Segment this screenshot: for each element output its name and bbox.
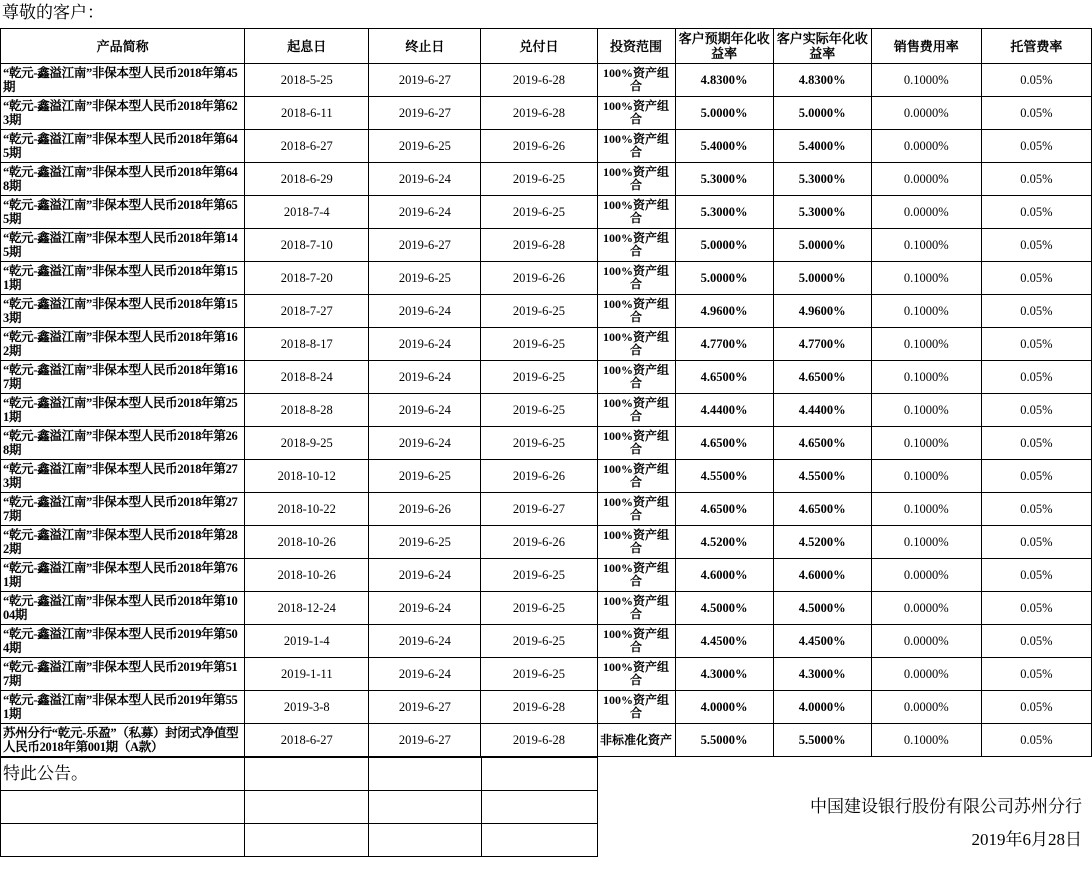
table-row (1, 97, 1092, 130)
cell-start-date: 2019-1-11 (245, 658, 369, 691)
cell-actual-yield: 4.6000% (773, 559, 871, 592)
column-header-sales-fee: 销售费用率 (871, 29, 981, 64)
cell-payment-date: 2019-6-28 (481, 691, 597, 724)
column-header-start-date: 起息日 (245, 29, 369, 64)
cell-payment-date: 2019-6-25 (481, 625, 597, 658)
cell-investment-scope: 100%资产组合 (597, 526, 675, 559)
footer-cell-empty (872, 758, 982, 791)
cell-product-name: “乾元-鑫溢江南”非保本型人民币2018年第45期 (1, 64, 245, 97)
cell-trustee-fee: 0.05% (981, 658, 1091, 691)
cell-sales-fee: 0.0000% (871, 625, 981, 658)
footer-cell (481, 791, 597, 824)
cell-investment-scope: 非标准化资产 (597, 724, 675, 757)
cell-trustee-fee: 0.05% (981, 526, 1091, 559)
footer-cell (245, 824, 369, 857)
cell-expected-yield: 4.8300% (675, 64, 773, 97)
cell-investment-scope: 100%资产组合 (597, 460, 675, 493)
cell-end-date: 2019-6-27 (369, 64, 481, 97)
cell-start-date: 2018-6-27 (245, 724, 369, 757)
cell-sales-fee: 0.1000% (871, 724, 981, 757)
cell-investment-scope: 100%资产组合 (597, 97, 675, 130)
cell-actual-yield: 4.9600% (773, 295, 871, 328)
cell-end-date: 2019-6-27 (369, 724, 481, 757)
cell-expected-yield: 5.0000% (675, 262, 773, 295)
cell-actual-yield: 5.4000% (773, 130, 871, 163)
cell-trustee-fee: 0.05% (981, 460, 1091, 493)
table-row (1, 724, 1092, 757)
cell-investment-scope: 100%资产组合 (597, 130, 675, 163)
footer-cell (369, 791, 481, 824)
cell-product-name: “乾元-鑫溢江南”非保本型人民币2018年第277期 (1, 493, 245, 526)
footer-cell (369, 758, 481, 791)
table-row (1, 691, 1092, 724)
cell-start-date: 2018-7-20 (245, 262, 369, 295)
cell-end-date: 2019-6-27 (369, 229, 481, 262)
salutation-text: 尊敬的客户： (2, 3, 104, 22)
cell-product-name: “乾元-鑫溢江南”非保本型人民币2018年第761期 (1, 559, 245, 592)
cell-expected-yield: 5.3000% (675, 196, 773, 229)
cell-expected-yield: 5.0000% (675, 97, 773, 130)
cell-product-name: “乾元-鑫溢江南”非保本型人民币2018年第282期 (1, 526, 245, 559)
column-header-product-name: 产品简称 (1, 29, 245, 64)
table-row (1, 625, 1092, 658)
cell-sales-fee: 0.1000% (871, 427, 981, 460)
cell-payment-date: 2019-6-25 (481, 394, 597, 427)
cell-expected-yield: 4.6500% (675, 493, 773, 526)
cell-product-name: “乾元-鑫溢江南”非保本型人民币2018年第1004期 (1, 592, 245, 625)
column-header-actual-yield: 客户实际年化收益率 (773, 29, 871, 64)
column-header-investment-scope: 投资范围 (597, 29, 675, 64)
table-row (1, 295, 1092, 328)
cell-start-date: 2019-1-4 (245, 625, 369, 658)
table-header-row (1, 29, 1092, 64)
cell-actual-yield: 5.0000% (773, 262, 871, 295)
cell-start-date: 2018-7-10 (245, 229, 369, 262)
cell-end-date: 2019-6-25 (369, 526, 481, 559)
cell-payment-date: 2019-6-27 (481, 493, 597, 526)
cell-actual-yield: 4.3000% (773, 658, 871, 691)
cell-payment-date: 2019-6-26 (481, 460, 597, 493)
cell-sales-fee: 0.1000% (871, 229, 981, 262)
cell-payment-date: 2019-6-25 (481, 592, 597, 625)
cell-trustee-fee: 0.05% (981, 262, 1091, 295)
footer-cell (1, 824, 245, 857)
cell-trustee-fee: 0.05% (981, 328, 1091, 361)
cell-end-date: 2019-6-27 (369, 691, 481, 724)
cell-trustee-fee: 0.05% (981, 691, 1091, 724)
table-row (1, 493, 1092, 526)
cell-actual-yield: 4.6500% (773, 493, 871, 526)
table-row (1, 130, 1092, 163)
cell-product-name: “乾元-鑫溢江南”非保本型人民币2018年第145期 (1, 229, 245, 262)
cell-actual-yield: 4.0000% (773, 691, 871, 724)
footer-cell-empty (675, 758, 773, 791)
cell-payment-date: 2019-6-25 (481, 658, 597, 691)
cell-trustee-fee: 0.05% (981, 97, 1091, 130)
table-header (1, 29, 1092, 64)
cell-end-date: 2019-6-24 (369, 427, 481, 460)
cell-start-date: 2018-8-24 (245, 361, 369, 394)
footer-cell (245, 791, 369, 824)
cell-investment-scope: 100%资产组合 (597, 262, 675, 295)
cell-start-date: 2018-10-12 (245, 460, 369, 493)
cell-actual-yield: 5.5000% (773, 724, 871, 757)
cell-investment-scope: 100%资产组合 (597, 196, 675, 229)
cell-product-name: “乾元-鑫溢江南”非保本型人民币2018年第645期 (1, 130, 245, 163)
cell-actual-yield: 4.4500% (773, 625, 871, 658)
cell-start-date: 2018-8-17 (245, 328, 369, 361)
cell-end-date: 2019-6-24 (369, 592, 481, 625)
cell-product-name: “乾元-鑫溢江南”非保本型人民币2018年第648期 (1, 163, 245, 196)
cell-investment-scope: 100%资产组合 (597, 625, 675, 658)
cell-product-name: “乾元-鑫溢江南”非保本型人民币2018年第162期 (1, 328, 245, 361)
cell-product-name: “乾元-鑫溢江南”非保本型人民币2019年第551期 (1, 691, 245, 724)
footer-cell-empty (982, 758, 1092, 791)
cell-expected-yield: 4.5200% (675, 526, 773, 559)
cell-investment-scope: 100%资产组合 (597, 328, 675, 361)
cell-start-date: 2018-10-26 (245, 526, 369, 559)
cell-end-date: 2019-6-25 (369, 460, 481, 493)
cell-sales-fee: 0.0000% (871, 691, 981, 724)
footer-row-signature (1, 791, 1092, 824)
cell-sales-fee: 0.0000% (871, 658, 981, 691)
cell-product-name: 苏州分行“乾元-乐盈”（私募）封闭式净值型人民币2018年第001期（A款） (1, 724, 245, 757)
cell-product-name: “乾元-鑫溢江南”非保本型人民币2019年第517期 (1, 658, 245, 691)
cell-trustee-fee: 0.05% (981, 64, 1091, 97)
cell-product-name: “乾元-鑫溢江南”非保本型人民币2018年第273期 (1, 460, 245, 493)
cell-sales-fee: 0.1000% (871, 460, 981, 493)
cell-product-name: “乾元-鑫溢江南”非保本型人民币2018年第153期 (1, 295, 245, 328)
cell-payment-date: 2019-6-28 (481, 229, 597, 262)
cell-end-date: 2019-6-27 (369, 97, 481, 130)
cell-actual-yield: 5.3000% (773, 163, 871, 196)
cell-sales-fee: 0.1000% (871, 64, 981, 97)
date-cell (597, 824, 1092, 857)
column-header-expected-yield: 客户预期年化收益率 (675, 29, 773, 64)
cell-expected-yield: 5.5000% (675, 724, 773, 757)
cell-end-date: 2019-6-24 (369, 163, 481, 196)
cell-end-date: 2019-6-26 (369, 493, 481, 526)
cell-payment-date: 2019-6-25 (481, 196, 597, 229)
cell-payment-date: 2019-6-28 (481, 97, 597, 130)
cell-expected-yield: 4.3000% (675, 658, 773, 691)
cell-sales-fee: 0.0000% (871, 97, 981, 130)
cell-expected-yield: 4.4400% (675, 394, 773, 427)
cell-investment-scope: 100%资产组合 (597, 163, 675, 196)
cell-payment-date: 2019-6-26 (481, 262, 597, 295)
cell-end-date: 2019-6-24 (369, 361, 481, 394)
cell-trustee-fee: 0.05% (981, 493, 1091, 526)
cell-actual-yield: 4.6500% (773, 361, 871, 394)
cell-sales-fee: 0.0000% (871, 130, 981, 163)
cell-sales-fee: 0.1000% (871, 295, 981, 328)
cell-sales-fee: 0.1000% (871, 361, 981, 394)
cell-trustee-fee: 0.05% (981, 163, 1091, 196)
cell-expected-yield: 5.0000% (675, 229, 773, 262)
cell-sales-fee: 0.1000% (871, 328, 981, 361)
cell-actual-yield: 4.7700% (773, 328, 871, 361)
cell-expected-yield: 4.5500% (675, 460, 773, 493)
cell-actual-yield: 5.0000% (773, 97, 871, 130)
cell-end-date: 2019-6-25 (369, 262, 481, 295)
cell-sales-fee: 0.0000% (871, 559, 981, 592)
cell-trustee-fee: 0.05% (981, 130, 1091, 163)
cell-sales-fee: 0.0000% (871, 196, 981, 229)
cell-trustee-fee: 0.05% (981, 295, 1091, 328)
cell-actual-yield: 4.8300% (773, 64, 871, 97)
cell-trustee-fee: 0.05% (981, 724, 1091, 757)
cell-sales-fee: 0.1000% (871, 394, 981, 427)
cell-investment-scope: 100%资产组合 (597, 592, 675, 625)
cell-start-date: 2019-3-8 (245, 691, 369, 724)
cell-end-date: 2019-6-24 (369, 559, 481, 592)
cell-expected-yield: 4.0000% (675, 691, 773, 724)
cell-investment-scope: 100%资产组合 (597, 64, 675, 97)
table-row (1, 262, 1092, 295)
cell-payment-date: 2019-6-25 (481, 427, 597, 460)
cell-sales-fee: 0.0000% (871, 592, 981, 625)
date-text: 2019年6月28日 (971, 830, 1082, 849)
cell-start-date: 2018-6-27 (245, 130, 369, 163)
cell-trustee-fee: 0.05% (981, 361, 1091, 394)
table-row (1, 460, 1092, 493)
cell-sales-fee: 0.0000% (871, 163, 981, 196)
cell-payment-date: 2019-6-25 (481, 361, 597, 394)
cell-end-date: 2019-6-24 (369, 658, 481, 691)
cell-expected-yield: 4.6000% (675, 559, 773, 592)
cell-expected-yield: 4.4500% (675, 625, 773, 658)
cell-payment-date: 2019-6-28 (481, 724, 597, 757)
column-header-payment-date: 兑付日 (481, 29, 597, 64)
cell-expected-yield: 4.7700% (675, 328, 773, 361)
cell-product-name: “乾元-鑫溢江南”非保本型人民币2018年第623期 (1, 97, 245, 130)
cell-payment-date: 2019-6-25 (481, 295, 597, 328)
cell-expected-yield: 5.4000% (675, 130, 773, 163)
table-row (1, 592, 1092, 625)
cell-actual-yield: 4.4400% (773, 394, 871, 427)
column-header-end-date: 终止日 (369, 29, 481, 64)
footer-cell-empty (597, 758, 675, 791)
cell-expected-yield: 4.6500% (675, 427, 773, 460)
cell-product-name: “乾元-鑫溢江南”非保本型人民币2019年第504期 (1, 625, 245, 658)
cell-payment-date: 2019-6-25 (481, 163, 597, 196)
cell-trustee-fee: 0.05% (981, 394, 1091, 427)
footer-cell (1, 791, 245, 824)
table-row (1, 658, 1092, 691)
cell-actual-yield: 5.0000% (773, 229, 871, 262)
cell-trustee-fee: 0.05% (981, 196, 1091, 229)
column-header-trustee-fee: 托管费率 (981, 29, 1091, 64)
cell-investment-scope: 100%资产组合 (597, 394, 675, 427)
cell-start-date: 2018-10-22 (245, 493, 369, 526)
cell-sales-fee: 0.1000% (871, 493, 981, 526)
footer-cell (369, 824, 481, 857)
cell-trustee-fee: 0.05% (981, 427, 1091, 460)
table-row (1, 196, 1092, 229)
cell-sales-fee: 0.1000% (871, 262, 981, 295)
table-row (1, 559, 1092, 592)
cell-expected-yield: 4.9600% (675, 295, 773, 328)
cell-investment-scope: 100%资产组合 (597, 691, 675, 724)
cell-trustee-fee: 0.05% (981, 625, 1091, 658)
cell-investment-scope: 100%资产组合 (597, 559, 675, 592)
cell-trustee-fee: 0.05% (981, 592, 1091, 625)
cell-end-date: 2019-6-24 (369, 394, 481, 427)
signature-text: 中国建设银行股份有限公司苏州分行 (810, 797, 1082, 816)
table-row (1, 526, 1092, 559)
footer-cell (481, 758, 597, 791)
cell-expected-yield: 4.6500% (675, 361, 773, 394)
cell-payment-date: 2019-6-26 (481, 130, 597, 163)
cell-start-date: 2018-7-4 (245, 196, 369, 229)
cell-trustee-fee: 0.05% (981, 229, 1091, 262)
cell-payment-date: 2019-6-25 (481, 328, 597, 361)
cell-end-date: 2019-6-24 (369, 295, 481, 328)
products-table (0, 28, 1092, 757)
cell-investment-scope: 100%资产组合 (597, 361, 675, 394)
cell-actual-yield: 4.6500% (773, 427, 871, 460)
cell-start-date: 2018-12-24 (245, 592, 369, 625)
signature-cell (597, 791, 1092, 824)
cell-start-date: 2018-8-28 (245, 394, 369, 427)
cell-end-date: 2019-6-24 (369, 328, 481, 361)
footer-row-notice (1, 758, 1092, 791)
cell-product-name: “乾元-鑫溢江南”非保本型人民币2018年第655期 (1, 196, 245, 229)
table-body (1, 64, 1092, 757)
footer-cell-empty (774, 758, 872, 791)
cell-end-date: 2019-6-24 (369, 196, 481, 229)
footer-block (0, 757, 1092, 857)
table-row (1, 328, 1092, 361)
cell-trustee-fee: 0.05% (981, 559, 1091, 592)
footer-cell (245, 758, 369, 791)
cell-start-date: 2018-6-29 (245, 163, 369, 196)
cell-start-date: 2018-10-26 (245, 559, 369, 592)
table-row (1, 361, 1092, 394)
footer-grid (0, 757, 1092, 857)
cell-payment-date: 2019-6-26 (481, 526, 597, 559)
table-row (1, 163, 1092, 196)
cell-actual-yield: 4.5500% (773, 460, 871, 493)
cell-start-date: 2018-5-25 (245, 64, 369, 97)
cell-investment-scope: 100%资产组合 (597, 295, 675, 328)
cell-start-date: 2018-6-11 (245, 97, 369, 130)
cell-actual-yield: 4.5000% (773, 592, 871, 625)
cell-product-name: “乾元-鑫溢江南”非保本型人民币2018年第268期 (1, 427, 245, 460)
cell-investment-scope: 100%资产组合 (597, 658, 675, 691)
cell-investment-scope: 100%资产组合 (597, 427, 675, 460)
cell-expected-yield: 5.3000% (675, 163, 773, 196)
cell-start-date: 2018-7-27 (245, 295, 369, 328)
table-row (1, 394, 1092, 427)
cell-investment-scope: 100%资产组合 (597, 229, 675, 262)
cell-investment-scope: 100%资产组合 (597, 493, 675, 526)
cell-product-name: “乾元-鑫溢江南”非保本型人民币2018年第167期 (1, 361, 245, 394)
cell-end-date: 2019-6-25 (369, 130, 481, 163)
table-row (1, 64, 1092, 97)
notice-text: 特此公告。 (1, 758, 245, 791)
table-row (1, 427, 1092, 460)
footer-row-date (1, 824, 1092, 857)
cell-actual-yield: 5.3000% (773, 196, 871, 229)
cell-expected-yield: 4.5000% (675, 592, 773, 625)
cell-payment-date: 2019-6-28 (481, 64, 597, 97)
cell-actual-yield: 4.5200% (773, 526, 871, 559)
table-row (1, 229, 1092, 262)
cell-end-date: 2019-6-24 (369, 625, 481, 658)
cell-start-date: 2018-9-25 (245, 427, 369, 460)
cell-payment-date: 2019-6-25 (481, 559, 597, 592)
cell-product-name: “乾元-鑫溢江南”非保本型人民币2018年第251期 (1, 394, 245, 427)
footer-cell (481, 824, 597, 857)
cell-sales-fee: 0.1000% (871, 526, 981, 559)
cell-product-name: “乾元-鑫溢江南”非保本型人民币2018年第151期 (1, 262, 245, 295)
